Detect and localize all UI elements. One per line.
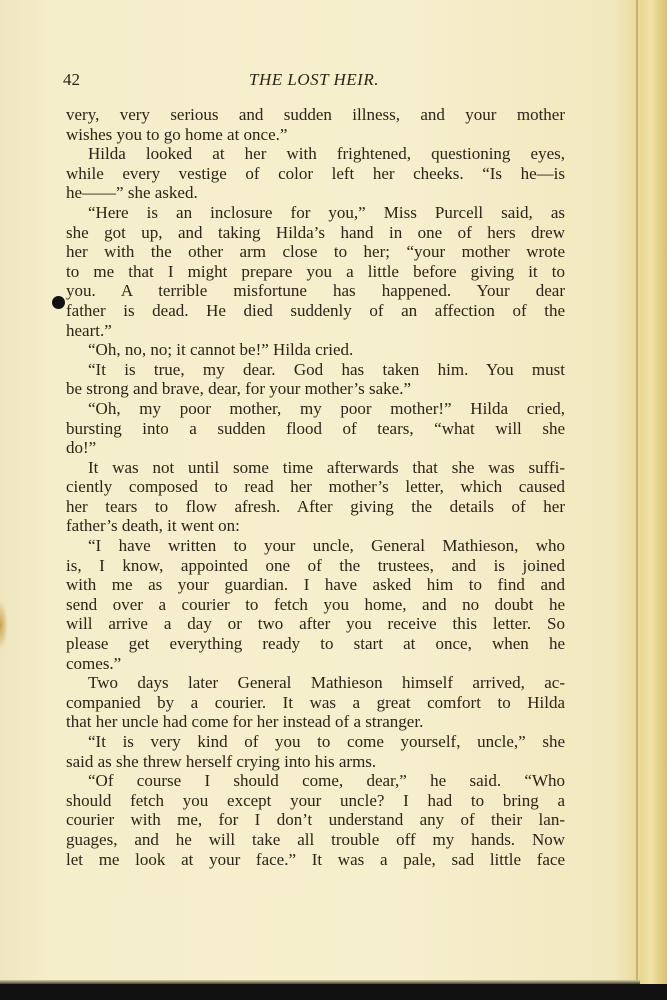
text-line: you. A terrible misfortune has happened. Your dear [66, 281, 565, 301]
text-line: “It is true, my dear. God has taken him. You must [88, 359, 565, 379]
text-line: please get everything ready to start at once, when he [66, 634, 565, 654]
text-line: “Of course I should come, dear,” he said. “Who [88, 771, 565, 791]
text-line: comes.” [66, 653, 122, 673]
paragraph [66, 399, 565, 458]
text-line: Two days later General Mathieson himself arrived, ac- [88, 673, 565, 693]
next-page-edge [640, 0, 667, 985]
text-line: to me that I might prepare you a little before giving it to [66, 261, 565, 281]
paragraph [66, 203, 565, 340]
text-line: he——” she asked. [66, 183, 198, 203]
text-line: send over a courier to fetch you home, and no doubt he [66, 594, 565, 614]
text-line: her tears to flow afresh. After giving the details of her [66, 496, 565, 516]
text-line: father’s death, it went on: [66, 516, 240, 536]
text-line: Hilda looked at her with frightened, questioning eyes, [88, 144, 565, 164]
text-line: her with the other arm close to her; “your mother wrote [66, 242, 565, 262]
text-line: “Oh, no, no; it cannot be!” Hilda cried. [88, 340, 354, 360]
text-line: will arrive a day or two after you receive this letter. So [66, 614, 565, 634]
paragraph [66, 771, 565, 869]
paragraph [66, 360, 565, 399]
text-line: do!” [66, 438, 97, 458]
text-line: that her uncle had come for her instead of a stranger. [66, 712, 424, 732]
text-line: said as she threw herself crying into his arms. [66, 751, 377, 771]
text-line: wishes you to go home at once.” [66, 124, 288, 144]
text-line: guages, and he will take all trouble off my hands. Now [66, 829, 565, 849]
paragraph [66, 144, 565, 203]
text-line: should fetch you except your uncle? I had to bring a [66, 790, 565, 810]
text-line: be strong and brave, dear, for your mother’s sake.” [66, 379, 412, 399]
text-line: is, I know, appointed one of the trustees, and is joined [66, 555, 565, 575]
text-line: very, very serious and sudden illness, and your mother [66, 105, 565, 124]
text-line: “I have written to your uncle, General Mathieson, who [88, 536, 565, 556]
page-edge [636, 0, 638, 985]
text-line: while every vestige of color left her cheeks. “Is he—is [66, 163, 565, 183]
paragraph [66, 732, 565, 771]
text-line: courier with me, for I don’t understand any of their lan- [66, 810, 565, 830]
text-line: “Here is an inclosure for you,” Miss Purcell said, as [88, 202, 565, 222]
text-line: “It is very kind of you to come yourself, uncle,” she [88, 732, 565, 751]
scanner-bottom-edge [0, 984, 667, 1000]
text-line: bursting into a sudden flood of tears, “what will she [66, 418, 565, 438]
paragraph [66, 458, 565, 536]
paragraph [66, 673, 565, 732]
text-line: with me as your guardian. I have asked him to find and [66, 575, 565, 595]
running-title: THE LOST HEIR. [249, 70, 379, 89]
text-line: she got up, and taking Hilda’s hand in one of hers drew [66, 222, 565, 242]
text-line: “Oh, my poor mother, my poor mother!” Hilda cried, [88, 398, 565, 418]
text-line: let me look at your face.” It was a pale, sad little face [66, 849, 565, 869]
body-text [66, 105, 565, 869]
paragraph [66, 536, 565, 673]
paragraph [66, 340, 565, 360]
page-number: 42 [63, 70, 80, 89]
page-stain [0, 600, 8, 650]
page-header [63, 70, 565, 92]
text-line: It was not until some time afterwards that she was suffi- [88, 457, 565, 477]
text-line: ciently composed to read her mother’s letter, which caused [66, 477, 565, 497]
text-line: father is dead. He died suddenly of an affection of the [66, 300, 565, 320]
page-hole [52, 296, 65, 309]
paragraph [66, 105, 565, 144]
text-line: heart.” [66, 320, 112, 340]
text-line: companied by a courier. It was a great comfort to Hilda [66, 692, 565, 712]
